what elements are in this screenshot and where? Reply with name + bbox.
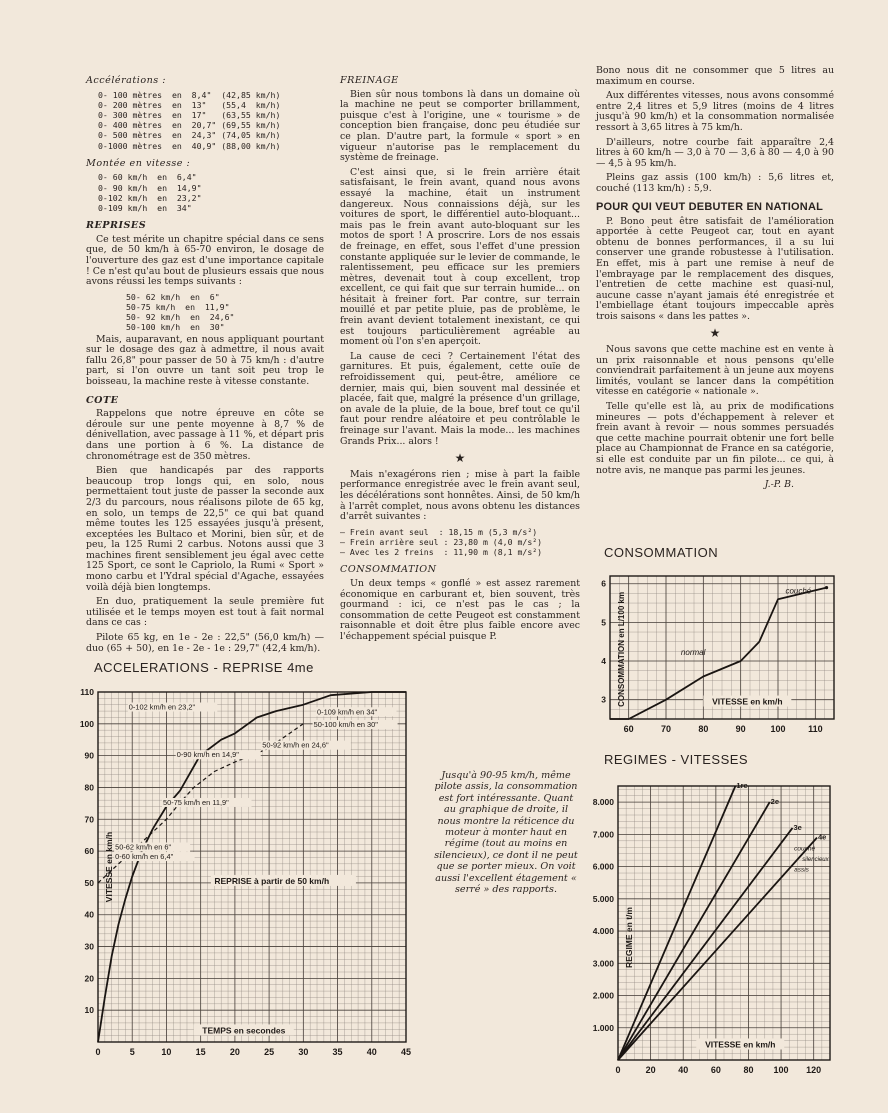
chart-annotation: silencieux xyxy=(802,856,829,863)
y-tick-label: 10 xyxy=(84,1005,94,1016)
x-tick-label: 30 xyxy=(298,1047,309,1057)
frein-table xyxy=(340,527,580,558)
accel-chart xyxy=(76,682,416,1077)
chart-annotation: normal xyxy=(680,648,706,658)
table-row: 0- 500 mètres en 24,3" (74,05 km/h) xyxy=(98,130,281,141)
table-row: — Frein arrière seul : 23,80 m (4,0 m/s²) xyxy=(340,536,543,547)
y-tick-label: 4 xyxy=(601,656,606,667)
x-tick-label: 110 xyxy=(808,724,823,734)
y-tick-label: 3.000 xyxy=(592,958,614,969)
col3-paragraph-5: P. Bono peut être satisfait de l'amélioration apportée à cette Peugeot car, tout en ayant obtenu de bonnes performances, il a su lui conserver une grande robustesse à l'utilisation. En effet, mis à part une remise à neuf de l'embrayage par le remplacement des disques, l'entretien de cette machine est quasi-nul, aucune casse n'ayant jamais été enregistrée et l'embiellage étant toujours impeccable après trois saisons « dans les pattes ». xyxy=(596,215,834,322)
reprises-heading: REPRISES xyxy=(86,220,147,232)
chart-caption: Jusqu'à 90-95 km/h, même pilote assis, la consommation est fort intéressante. Quant au graphique de droite, il nous montre la réticence du moteur à monter haut en régime (tout au moins en silencieux), ce dont il ne peut que se porter mieux. On voit aussi l'excellent étagement « serré » des rapports. xyxy=(434,770,578,896)
x-tick-label: 20 xyxy=(645,1065,656,1075)
y-tick-label: 8.000 xyxy=(592,797,614,808)
conso-chart xyxy=(594,566,844,744)
cote-paragraph-1: Rappelons que notre épreuve en côte se déroule sur une pente moyenne à 8,7 % de dénivellation, avec passage à 11 %, et départ pris dans une portion à 6 %. La distance de chronométrage est de 350 mètres. xyxy=(86,408,324,462)
series-line-0 xyxy=(98,692,406,1042)
reprises-table xyxy=(126,292,324,333)
chart-annotation: assis xyxy=(794,866,809,874)
x-tick-label: 120 xyxy=(806,1065,822,1075)
debut-heading: POUR QUI VEUT DEBUTER EN NATIONAL xyxy=(596,200,824,213)
table-row: 50-75 km/h en 11,9" xyxy=(126,301,230,312)
conso-paragraph-1: Un deux temps « gonflé » est assez rarement économique en carburant et, bien souvent, très gourmand : ici, ce n'est pas le cas ; la consommation de cette Peugeot est constamment raisonnable et doit être plus faible encore avec l'échappement spécial puisque P. xyxy=(340,577,580,642)
x-tick-label: 60 xyxy=(710,1065,721,1075)
chart-annotation: 50-100 km/h en 30" xyxy=(313,720,378,729)
y-tick-label: 2.000 xyxy=(592,990,614,1001)
chart-annotation: couché xyxy=(794,845,816,853)
y-tick-label: 100 xyxy=(79,718,94,729)
accel-chart-title: ACCELERATIONS - REPRISE 4me xyxy=(94,660,314,675)
series-label: 4e xyxy=(817,832,827,842)
x-tick-label: 5 xyxy=(129,1047,135,1057)
accel-heading: Accélérations : xyxy=(86,75,166,86)
cote-paragraph-4: Pilote 65 kg, en 1e - 2e : 22,5" (56,0 km/h) — duo (65 + 50), en 1e - 2e - 1e : 29,7" (42,4 km/h). xyxy=(86,632,324,654)
x-tick-label: 0 xyxy=(95,1047,101,1057)
y-tick-label: 6 xyxy=(601,578,606,589)
x-tick-label: 15 xyxy=(195,1047,206,1057)
y-tick-label: 80 xyxy=(84,782,94,793)
x-tick-label: 40 xyxy=(678,1065,689,1075)
x-axis-label: VITESSE en km/h xyxy=(712,696,783,707)
text-column-1 xyxy=(86,68,324,658)
series-line-3 xyxy=(618,838,817,1060)
x-tick-label: 40 xyxy=(366,1047,377,1057)
col3-paragraph-4: Pleins gaz assis (100 km/h) : 5,6 litres et, couché (113 km/h) : 5,9. xyxy=(596,172,834,194)
col3-paragraph-3: D'ailleurs, notre courbe fait apparaître 2,4 litres à 60 km/h — 3,0 à 70 — 3,6 à 80 — 4,0 à 90 — 4,5 à 95 km/h. xyxy=(596,136,834,169)
table-row: 0- 60 km/h en 6,4" xyxy=(98,172,197,183)
conso-chart-title: CONSOMMATION xyxy=(604,545,719,560)
x-axis-label: VITESSE en km/h xyxy=(705,1039,776,1050)
plot-frame xyxy=(98,692,406,1042)
y-tick-label: 20 xyxy=(84,973,94,984)
x-tick-label: 60 xyxy=(623,724,634,734)
table-row: 0-1000 mètres en 40,9" (88,00 km/h) xyxy=(98,140,281,151)
table-row: 50- 62 km/h en 6" xyxy=(126,291,220,302)
data-point-couche xyxy=(825,586,828,589)
y-axis-label: VITESSE en km/h xyxy=(104,831,114,903)
col3-paragraph-1: Bono nous dit ne consommer que 5 litres au maximum en course. xyxy=(596,65,834,87)
freinage-paragraph-2: C'est ainsi que, si le frein arrière était satisfaisant, le frein avant, quand nous avons essayé la machine, était un instrument dangereux. Nous connaissions déjà, sur les voitures de sport, le différentiel auto-bloquant... mais pas le frein avant auto-bloquant sur les motos de sport ! A proscrire. Lors de nos essais de freinage, en effet, sous l'effet d'une pression constante appliquée sur le levier de commande, le ralentissement, peu efficace sur les premiers mètres, devenait tout à coup excellent, trop excellent, ce qui fait que sur terrain humide... on hésitait à freiner fort. Par contre, sur terrain mouillé et par petite pluie, pas de problème, le frein avant devient totalement inexistant, ce qui est toujours particulièrement agréable au moment où l'on s'en aperçoit. xyxy=(340,166,580,348)
x-tick-label: 90 xyxy=(735,724,746,734)
separator-star-2: ★ xyxy=(709,326,721,341)
x-axis-label: TEMPS en secondes xyxy=(202,1025,286,1036)
text-column-3 xyxy=(596,66,834,491)
reprises-paragraph-2: Mais, auparavant, en nous appliquant pourtant sur le dosage des gaz à admettre, il nous avait fallu 26,8" pour passer de 50 à 75 km/h : d'autre part, si l'on ouvre un tant soit peu trop le boisseau, la machine reste à vitesse constante. xyxy=(86,333,324,387)
table-row: 0- 90 km/h en 14,9" xyxy=(98,182,202,193)
y-tick-label: 4.000 xyxy=(592,926,614,937)
x-tick-label: 80 xyxy=(743,1065,754,1075)
separator-star: ★ xyxy=(454,451,466,466)
x-tick-label: 100 xyxy=(773,1065,789,1075)
chart-annotation: 50-92 km/h en 24,6" xyxy=(262,740,329,750)
y-tick-label: 60 xyxy=(84,846,94,857)
regimes-chart xyxy=(590,774,840,1084)
table-row: 0- 100 mètres en 8,4" (42,85 km/h) xyxy=(98,89,281,100)
chart-annotation: 0-102 km/h en 23,2" xyxy=(128,702,196,712)
accel-table xyxy=(98,90,324,151)
col3-paragraph-2: Aux différentes vitesses, nous avons consommé entre 2,4 litres et 5,9 litres (moins de 4 litres jusqu'à 90 km/h) et la consommation normalisée ressort à 3,65 litres à 75 km/h. xyxy=(596,90,834,133)
cote-paragraph-2: Bien que handicapés par des rapports beaucoup trop longs qui, en solo, nous permettaient tout juste de passer la seconde aux 2/3 du parcours, nous réalisons pilote de 65 kg, en solo, un temps de 22,5" ce qui bat quand même toutes les 125 essayées jusqu'à présent, exceptées les Bultaco et Morini, bien sûr, et de peu, la 125 Rumi 2 carbus. Notons aussi que 3 machines firent sensiblement jeu égal avec cette 125 Sport, ce sont le Capriolo, la Rumi « Sport » mono carbu et l'Ydral spécial d'Agache, essayées voilà déjà bien longtemps. xyxy=(86,465,324,593)
y-tick-label: 90 xyxy=(84,750,94,761)
y-tick-label: 7.000 xyxy=(592,829,614,840)
y-tick-label: 30 xyxy=(84,941,94,952)
series-label: 1re xyxy=(736,781,748,790)
table-row: — Frein avant seul : 18,15 m (5,3 m/s²) xyxy=(340,526,538,537)
y-tick-label: 1.000 xyxy=(592,1022,614,1033)
table-row: 0-109 km/h en 34" xyxy=(98,203,192,214)
chart-annotation: 50-62 km/h en 6" xyxy=(115,842,172,852)
x-tick-label: 45 xyxy=(400,1047,412,1057)
freinage-paragraph-4: Mais n'exagérons rien ; mise à part la faible performance enregistrée avec le frein avant seul, les décélérations sont honnêtes. Ainsi, de 50 km/h à l'arrêt complet, nous avons obtenu les distances d'arrêt suivantes : xyxy=(340,468,580,523)
series-label: 3e xyxy=(793,822,802,832)
y-tick-label: 110 xyxy=(80,687,94,697)
table-row: 0- 400 mètres en 20,7" (69,55 km/h) xyxy=(98,120,281,131)
table-row: 50-100 km/h en 30" xyxy=(126,322,225,333)
x-tick-label: 80 xyxy=(698,724,709,734)
series-label-reprise: REPRISE à partir de 50 km/h xyxy=(214,875,330,886)
chart-annotation: 0-60 km/h en 6,4" xyxy=(115,852,174,862)
series-line-0 xyxy=(618,786,735,1060)
author-signature: J.-P. B. xyxy=(764,479,794,491)
cote-heading: COTE xyxy=(86,394,119,406)
y-tick-label: 5.000 xyxy=(592,893,614,904)
freinage-paragraph-3: La cause de ceci ? Certainement l'état des garnitures. Et puis, également, cette ouïe de refroidissement qui, peut-être, améliore ce dernier, mais qui, bien souvent mal dessinée et placée, fait que, malgré la présence d'un grillage, on avale de la pluie, de la boue, bref tout ce qu'il faut pour rendre aléatoire et peu contrôlable le freinage sur l'avant. Mais la mode... les machines Grands Prix... alors ! xyxy=(340,350,580,447)
y-tick-label: 6.000 xyxy=(592,861,614,872)
x-tick-label: 100 xyxy=(770,724,786,734)
table-row: 50- 92 km/h en 24,6" xyxy=(126,312,235,323)
regimes-chart-title: REGIMES - VITESSES xyxy=(604,752,749,767)
table-row: 0- 300 mètres en 17" (63,55 km/h) xyxy=(98,110,281,120)
x-tick-label: 70 xyxy=(660,724,672,734)
col3-paragraph-7: Telle qu'elle est là, au prix de modifications mineures — pots d'échappement à relever et frein avant à revoir — nous sommes persuadés que cette machine pourrait obtenir une fort belle place au Championnat de France en sa catégorie, si elle est conduite par un fin pilote... ce qui, à notre avis, ne manque pas parmi les jeunes. xyxy=(596,401,834,476)
series-label: 2e xyxy=(770,797,780,807)
chart-annotation: 0-109 km/h en 34" xyxy=(317,707,378,717)
freinage-heading: FREINAGE xyxy=(340,75,399,86)
y-axis-label: REGIME en t/m xyxy=(624,907,634,968)
table-row: — Avec les 2 freins : 11,90 m (8,1 m/s²) xyxy=(340,547,543,558)
x-tick-label: 20 xyxy=(229,1047,240,1057)
montee-heading: Montée en vitesse : xyxy=(86,157,191,169)
y-axis-label: CONSOMMATION en L/100 km xyxy=(617,591,626,707)
chart-annotation: 0-90 km/h en 14,9" xyxy=(176,750,239,760)
chart-annotation: couché xyxy=(785,586,812,596)
x-tick-label: 25 xyxy=(264,1047,275,1057)
montee-table xyxy=(98,172,324,213)
y-tick-label: 40 xyxy=(84,909,94,920)
conso-heading: CONSOMMATION xyxy=(340,564,437,576)
text-column-2 xyxy=(340,68,580,647)
chart-annotation: 50-75 km/h en 11,9" xyxy=(163,797,229,807)
table-row: 0- 200 mètres en 13" (55,4 km/h) xyxy=(98,99,281,110)
y-tick-label: 50 xyxy=(84,877,94,888)
col3-paragraph-6: Nous savons que cette machine est en vente à un prix raisonnable et nous pensons qu'elle conviendrait parfaitement à un jeune aux moyens limités, voulant se lancer dans la compétition vitesse en catégorie « nationale ». xyxy=(596,344,834,398)
cote-paragraph-3: En duo, pratiquement la seule première fut utilisée et le temps moyen est tout à fait normal dans ce cas : xyxy=(86,596,324,629)
table-row: 0-102 km/h en 23,2" xyxy=(98,192,202,203)
x-tick-label: 35 xyxy=(332,1047,343,1057)
x-tick-label: 0 xyxy=(615,1065,621,1075)
freinage-paragraph-1: Bien sûr nous tombons là dans un domaine où la machine ne peut se comporter brillamment, puisque c'est à l'origine, une « tourisme » de conception bien française, donc peu étudiée sur ce plan. D'autre part, la formule « sport » en vigueur n'autorise pas le remplacement du système de freinage. xyxy=(340,88,580,164)
x-tick-label: 10 xyxy=(161,1047,172,1057)
reprises-paragraph-1: Ce test mérite un chapitre spécial dans ce sens que, de 50 km/h à 65-70 environ, le dosage de l'ouverture des gaz est d'une importance capitale ! Ce n'est qu'au bout de plusieurs essais que nous avons réussi les temps suivants : xyxy=(86,233,324,288)
y-tick-label: 5 xyxy=(601,617,606,628)
y-tick-label: 3 xyxy=(601,694,606,705)
y-tick-label: 70 xyxy=(84,814,94,825)
